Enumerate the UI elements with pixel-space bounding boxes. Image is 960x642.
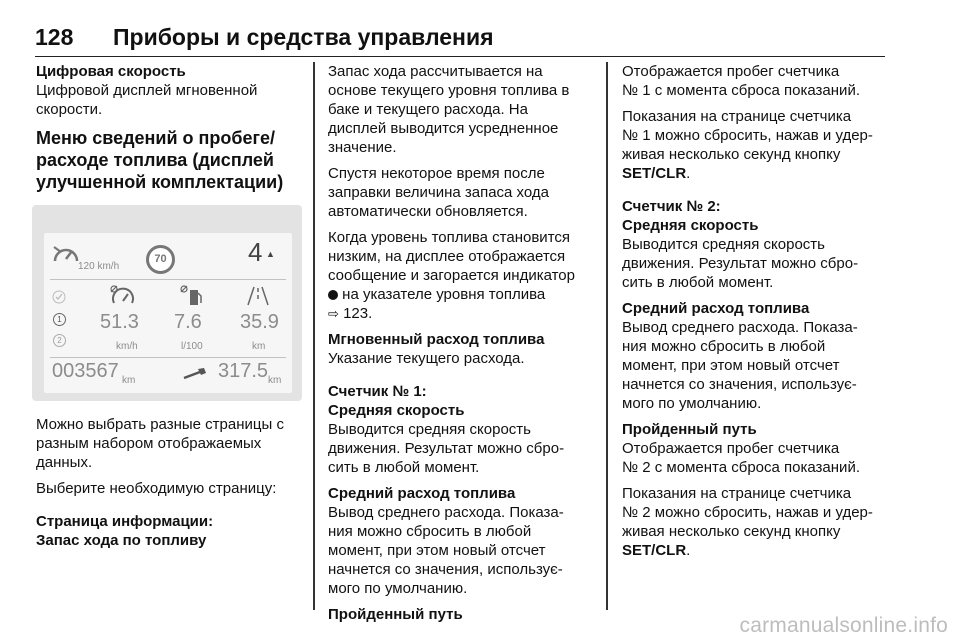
text-line: движения. Результат можно сбро-: [328, 440, 565, 457]
text-line: автоматически обновляется.: [328, 203, 528, 220]
cluster-separator: [50, 279, 286, 280]
page-header: [35, 22, 885, 57]
text-line: мого по умолчанию.: [328, 580, 468, 597]
avg-speed-heading: Средняя скорость: [622, 217, 759, 234]
text-line: начнется со значения, использує-: [328, 561, 563, 578]
menu-heading-line: расходе топлива (дисплей: [36, 150, 274, 170]
fuel-pump-icon: [180, 285, 204, 307]
fuel-range-heading: Запас хода по топливу: [36, 532, 207, 549]
text-line: Показания на странице счетчика: [622, 485, 852, 502]
cluster-display: [44, 233, 292, 393]
text-line: № 1 можно сбросить, нажав и удер-: [622, 127, 873, 144]
page-reference[interactable]: 123.: [343, 305, 373, 322]
text-line: данных.: [36, 454, 93, 471]
select-page-text: Выберите необходимую страницу:: [36, 480, 277, 497]
speed-limit-value: 120 km/h: [78, 261, 120, 272]
text-line: .: [686, 542, 691, 559]
distance-unit: km: [252, 341, 266, 352]
text-line: № 2 с момента сброса показаний.: [622, 459, 860, 476]
road-distance-icon: [246, 285, 270, 307]
text-line: ния можно сбросить в любой: [622, 338, 826, 355]
wrench-service-icon: [182, 365, 208, 381]
page-title: Приборы и средства управления: [113, 24, 494, 50]
avg-consumption-heading: Средний расход топлива: [622, 300, 810, 317]
column-1: [36, 62, 301, 557]
distance-heading: Пройденный путь: [622, 421, 757, 438]
text-line: Запас хода рассчитывается на: [328, 63, 543, 80]
average-speed-value: 51.3: [100, 311, 139, 333]
text-line: сить в любой момент.: [328, 459, 480, 476]
speed-sign-icon: 70: [146, 245, 175, 274]
text-line: начнется со значения, использує-: [622, 376, 857, 393]
text-line: № 2 можно сбросить, нажав и удер-: [622, 504, 873, 521]
page-1-indicator: 1: [53, 313, 66, 326]
text-line: Можно выбрать разные страницы с: [36, 416, 284, 433]
distance-value: 35.9: [240, 311, 279, 333]
service-distance-unit: km: [268, 375, 282, 386]
average-consumption-value: 7.6: [174, 311, 202, 333]
check-circle-icon: [52, 290, 66, 304]
text-line: значение.: [328, 139, 397, 156]
average-speed-icon: [110, 285, 136, 307]
set-clr-button-label: SET/CLR: [622, 165, 687, 182]
menu-heading: [36, 127, 301, 193]
text-line: Вывод среднего расхода. Показа-: [622, 319, 858, 336]
gear-indicator: 4: [248, 237, 263, 267]
text-line: живая несколько секунд кнопку: [622, 523, 841, 540]
text-line: сообщение и загорается индикатор: [328, 267, 575, 284]
distance-heading: Пройденный путь: [328, 606, 463, 623]
text-line: Выводится средняя скорость: [328, 421, 531, 438]
column-divider-2: [606, 62, 608, 610]
menu-heading-line: Меню сведений о пробеге/: [36, 128, 276, 148]
text-line: момент, при этом новый отсчет: [328, 542, 546, 559]
text-line: мого по умолчанию.: [622, 395, 762, 412]
text-line: движения. Результат можно сбро-: [622, 255, 859, 272]
trip-2-heading: Счетчик № 2:: [622, 198, 721, 215]
digital-speed-text: Цифровой дисплей мгновенной скорости.: [36, 82, 258, 118]
text-line: ния можно сбросить в любой: [328, 523, 532, 540]
trip-1-heading: Счетчик № 1:: [328, 383, 427, 400]
average-consumption-unit: l/100: [181, 341, 203, 352]
text-line: № 1 с момента сброса показаний.: [622, 82, 860, 99]
average-speed-unit: km/h: [116, 341, 138, 352]
instant-consumption-heading: Мгновенный расход топлива: [328, 331, 545, 348]
text-line: на указателе уровня топлива: [342, 286, 546, 303]
page-reference-arrow-icon: ⇨: [328, 306, 339, 321]
instrument-cluster-illustration: [32, 205, 302, 401]
text-line: заправки величина запаса хода: [328, 184, 550, 201]
text-line: Показания на странице счетчика: [622, 108, 852, 125]
text-line: сить в любой момент.: [622, 274, 774, 291]
text-line: Отображается пробег счетчика: [622, 440, 840, 457]
menu-heading-line: улучшенной комплектации): [36, 172, 284, 192]
column-3: [622, 62, 888, 567]
page-2-indicator: 2: [53, 334, 66, 347]
avg-speed-heading: Средняя скорость: [328, 402, 465, 419]
set-clr-button-label: SET/CLR: [622, 542, 687, 559]
text-line: Отображается пробег счетчика: [622, 63, 840, 80]
text-line: Выводится средняя скорость: [622, 236, 825, 253]
text-line: живая несколько секунд кнопку: [622, 146, 841, 163]
text-line: низким, на дисплее отображается: [328, 248, 566, 265]
text-line: .: [686, 165, 691, 182]
info-page-heading: Страница информации:: [36, 513, 214, 530]
text-line: Вывод среднего расхода. Показа-: [328, 504, 564, 521]
indicator-dot-icon: [328, 290, 338, 300]
text-line: основе текущего уровня топлива в: [328, 82, 570, 99]
gear-up-arrow-icon: ▲: [266, 249, 275, 259]
avg-consumption-heading: Средний расход топлива: [328, 485, 516, 502]
text-line: дисплей выводится усредненное: [328, 120, 559, 137]
page-number: 128: [35, 24, 74, 50]
odometer-value: 003567: [52, 360, 119, 382]
speed-limiter-icon: [52, 243, 80, 265]
cluster-separator: [50, 357, 286, 358]
text-line: Когда уровень топлива становится: [328, 229, 571, 246]
digital-speed-heading: Цифровая скорость: [36, 63, 186, 80]
text-line: баке и текущего расхода. На: [328, 101, 528, 118]
text-line: разным набором отображаемых: [36, 435, 262, 452]
column-2: [328, 62, 592, 631]
column-divider-1: [313, 62, 315, 610]
text-line: момент, при этом новый отсчет: [622, 357, 840, 374]
text-line: Спустя некоторое время после: [328, 165, 545, 182]
watermark: carmanualsonline.info: [739, 614, 948, 637]
service-distance-value: 317.5: [218, 360, 269, 382]
instant-consumption-text: Указание текущего расхода.: [328, 350, 525, 367]
odometer-unit: km: [122, 375, 136, 386]
